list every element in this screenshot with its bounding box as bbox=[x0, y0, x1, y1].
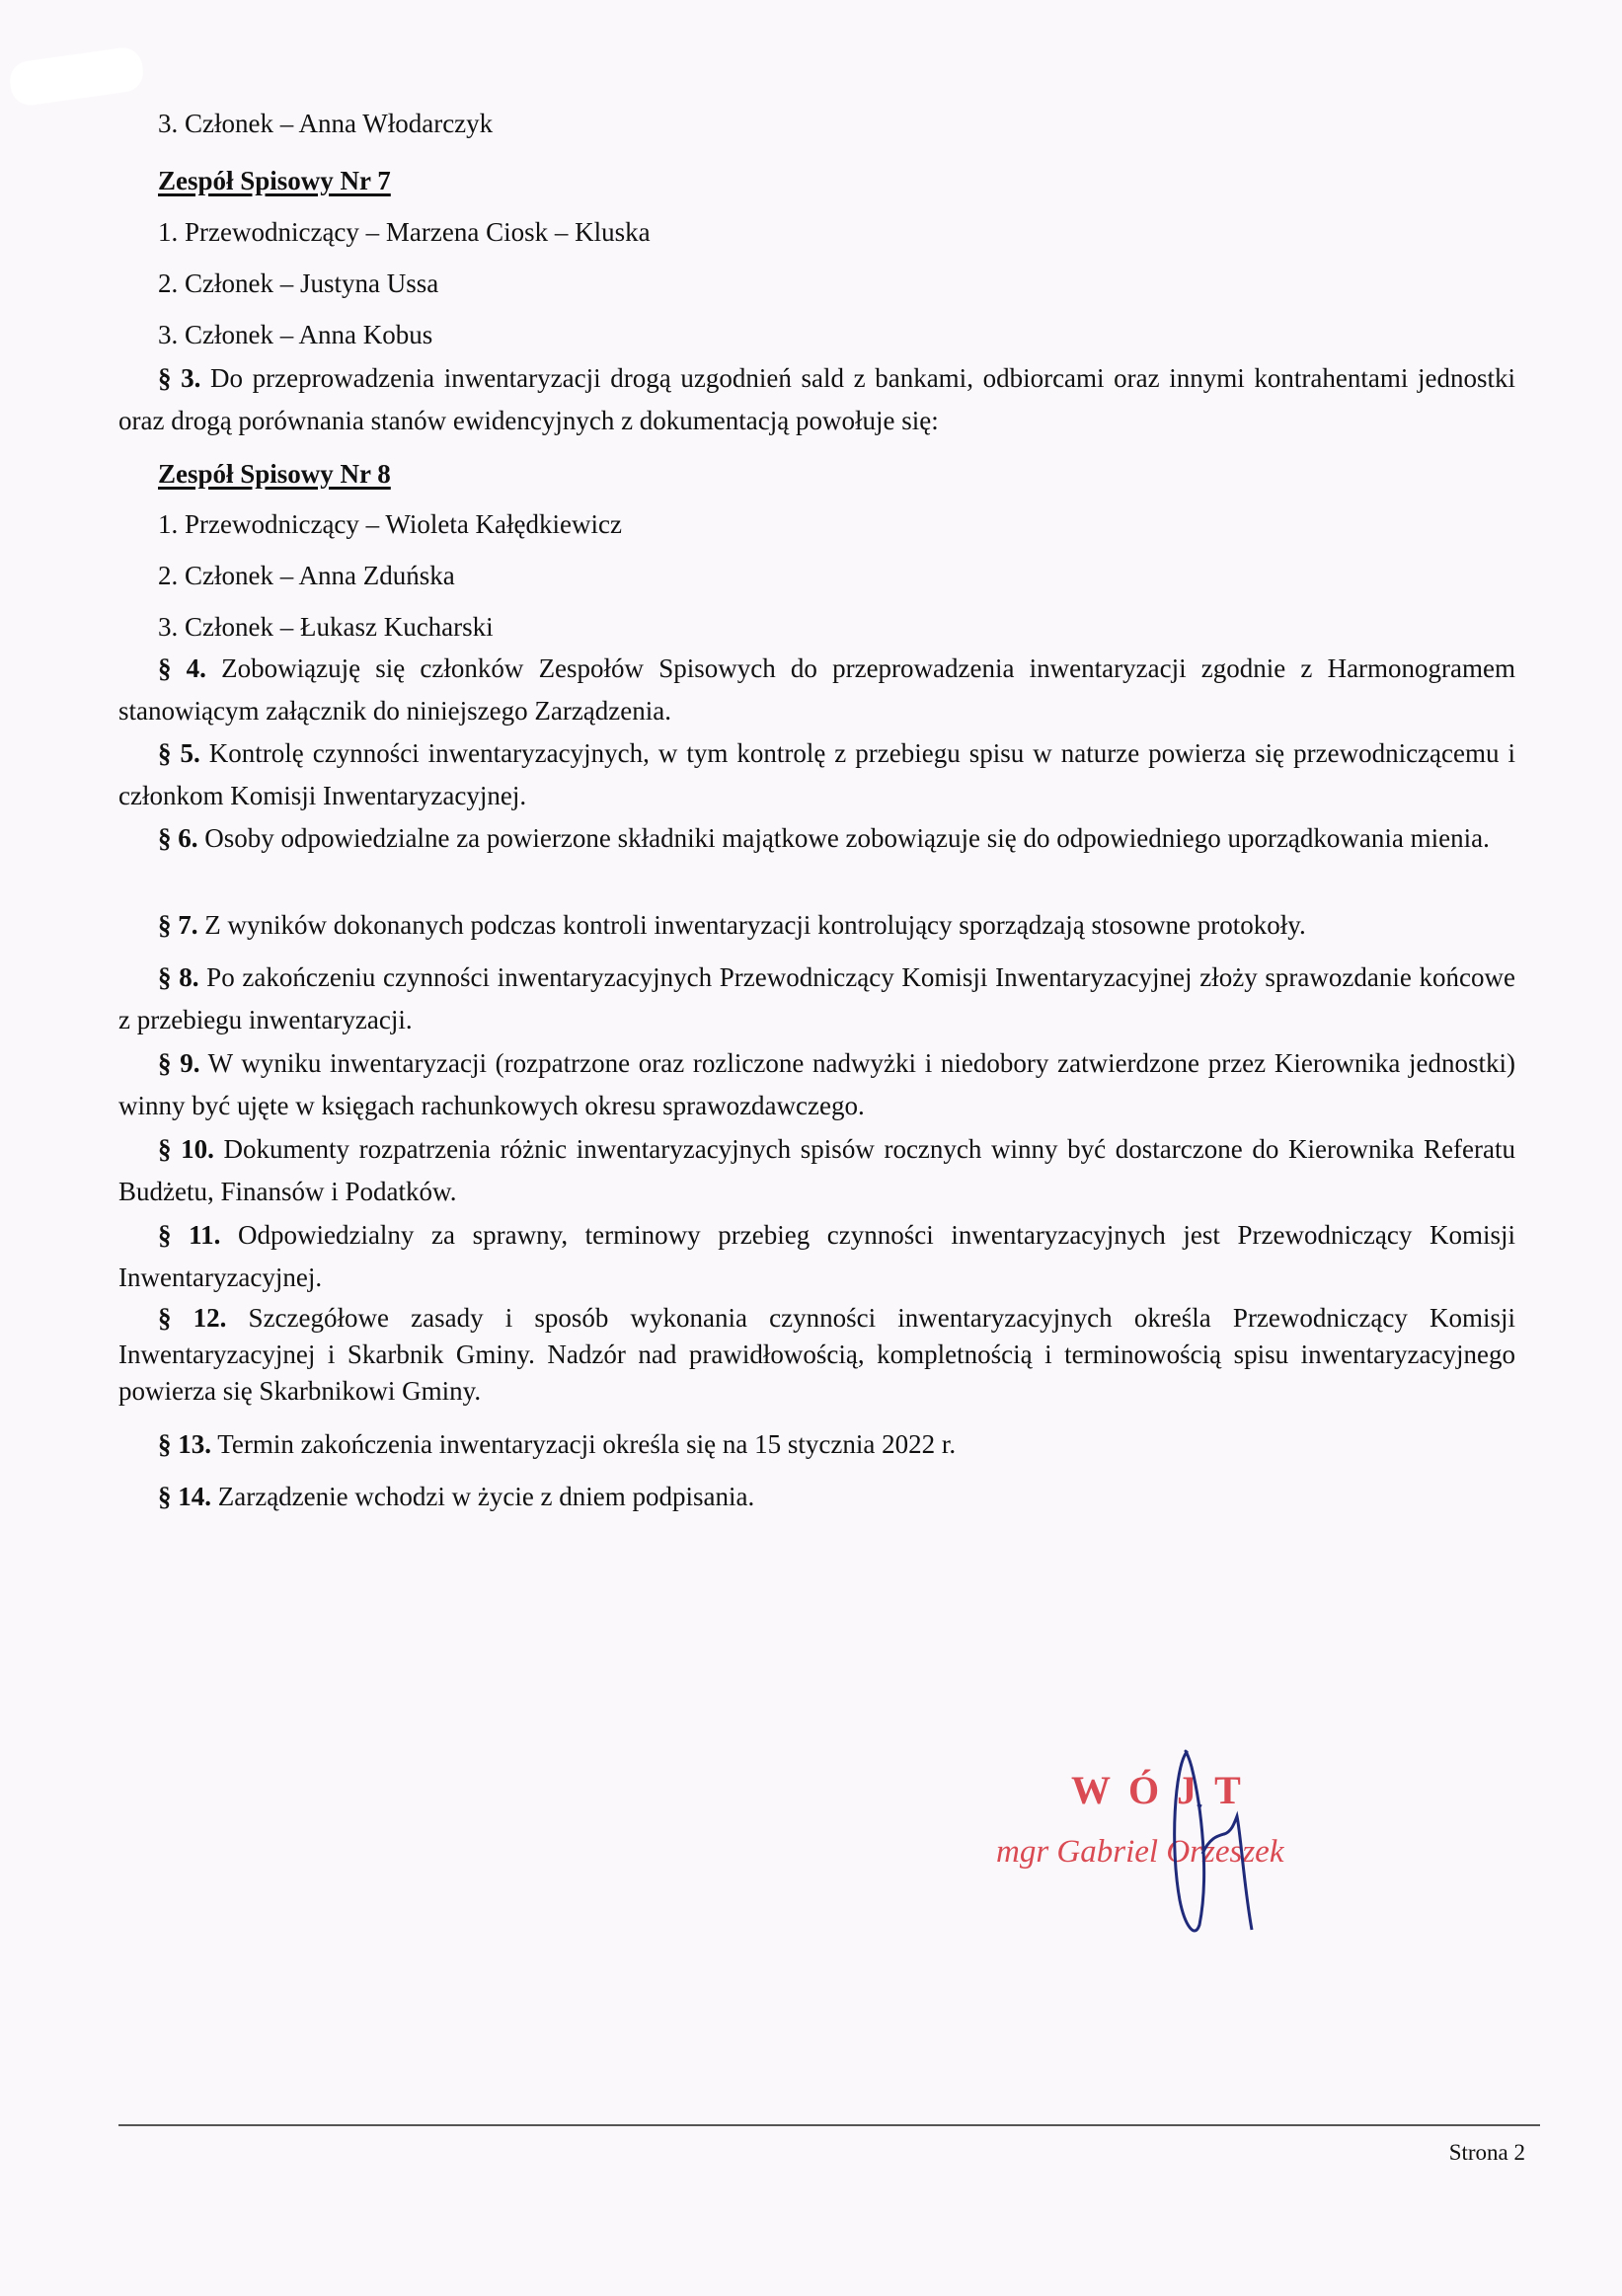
handwritten-signature-icon bbox=[972, 1727, 1367, 1945]
stamp-title: WÓJT bbox=[1071, 1768, 1259, 1812]
section-number: § 13. bbox=[158, 1429, 211, 1459]
team8-heading: Zespół Spisowy Nr 8 bbox=[158, 459, 391, 489]
section-text: Szczegółowe zasady i sposób wykonania czynności inwentaryzacyjnych określa Przewodniczący Komisji Inwentaryzacyjnej i Skarbnik Gminy. Nadzór nad prawidłowością, kompletnością i terminowością spisu inwentaryzacyjnego powierza się Skarbnikowi Gminy. bbox=[118, 1303, 1515, 1406]
section-text: Odpowiedzialny za sprawny, terminowy przebieg czynności inwentaryzacyjnych jest Przewodniczący Komisji Inwentaryzacyjnej. bbox=[118, 1220, 1515, 1292]
section-text: Termin zakończenia inwentaryzacji określa się na 15 stycznia 2022 r. bbox=[211, 1429, 957, 1459]
page-number: Strona 2 bbox=[1448, 2140, 1525, 2165]
section-number: § 4. bbox=[158, 653, 206, 683]
section-3 bbox=[118, 357, 1515, 442]
section-text: Po zakończeniu czynności inwentaryzacyjnych Przewodniczący Komisji Inwentaryzacyjnej złoży sprawozdanie końcowe z przebiegu inwentaryzacji. bbox=[118, 962, 1516, 1034]
list-item: 2. Członek – Anna Zduńska bbox=[158, 561, 455, 590]
section-number: § 5. bbox=[158, 738, 200, 768]
list-item: 3. Członek – Łukasz Kucharski bbox=[158, 612, 494, 642]
section-text: Zobowiązuję się członków Zespołów Spisowych do przeprowadzenia inwentaryzacji zgodnie z Harmonogramem stanowiącym załącznik do niniejszego Zarządzenia. bbox=[118, 653, 1516, 726]
section-13 bbox=[118, 1423, 1515, 1466]
section-number: § 14. bbox=[158, 1482, 211, 1511]
section-number: § 3. bbox=[158, 363, 201, 393]
section-text: Osoby odpowiedzialne za powierzone składniki majątkowe zobowiązuje się do odpowiedniego uporządkowania mienia. bbox=[197, 823, 1490, 853]
signature-stamp bbox=[972, 1727, 1367, 1925]
section-8 bbox=[118, 957, 1515, 1041]
list-item: 1. Przewodniczący – Marzena Ciosk – Kluska bbox=[158, 217, 651, 247]
section-text: Zarządzenie wchodzi w życie z dniem podpisania. bbox=[211, 1482, 755, 1511]
footer-divider bbox=[118, 2124, 1540, 2126]
section-14 bbox=[118, 1476, 1515, 1518]
team7-heading: Zespół Spisowy Nr 7 bbox=[158, 166, 391, 195]
section-text: Kontrolę czynności inwentaryzacyjnych, w tym kontrolę z przebiegu spisu w naturze powierza się przewodniczącemu i członkom Komisji Inwentaryzacyjnej. bbox=[118, 738, 1515, 810]
list-item: 1. Przewodniczący – Wioleta Kałędkiewicz bbox=[158, 509, 622, 539]
scan-artifact bbox=[8, 45, 146, 108]
list-item: 3. Członek – Anna Włodarczyk bbox=[158, 109, 494, 138]
section-4 bbox=[118, 648, 1515, 732]
section-5 bbox=[118, 732, 1515, 817]
section-number: § 12. bbox=[158, 1303, 227, 1333]
list-item: 3. Członek – Anna Kobus bbox=[158, 320, 433, 349]
section-7 bbox=[118, 904, 1515, 947]
section-number: § 6. bbox=[158, 823, 198, 853]
stamp-name: mgr Gabriel Orzeszek bbox=[996, 1834, 1284, 1870]
section-number: § 7. bbox=[158, 910, 198, 940]
section-text: W wyniku inwentaryzacji (rozpatrzone oraz rozliczone nadwyżki i niedobory zatwierdzone przez Kierownika jednostki) winny być ujęte w księgach rachunkowych okresu sprawozdawczego. bbox=[118, 1048, 1515, 1120]
section-11 bbox=[118, 1214, 1515, 1299]
section-text: Dokumenty rozpatrzenia różnic inwentaryzacyjnych spisów rocznych winny być dostarczone do Kierownika Referatu Budżetu, Finansów i Podatków. bbox=[118, 1134, 1516, 1206]
section-9 bbox=[118, 1042, 1515, 1127]
list-item: 2. Członek – Justyna Ussa bbox=[158, 268, 439, 298]
section-text: Do przeprowadzenia inwentaryzacji drogą uzgodnień sald z bankami, odbiorcami oraz innymi kontrahentami jednostki oraz drogą porównania stanów ewidencyjnych z dokumentacją powołuje się: bbox=[118, 363, 1516, 435]
section-number: § 11. bbox=[158, 1220, 221, 1250]
section-number: § 9. bbox=[158, 1048, 200, 1078]
section-number: § 8. bbox=[158, 962, 199, 992]
section-number: § 10. bbox=[158, 1134, 214, 1164]
section-12 bbox=[118, 1300, 1515, 1410]
section-text: Z wyników dokonanych podczas kontroli inwentaryzacji kontrolujący sporządzają stosowne protokoły. bbox=[197, 910, 1306, 940]
section-10 bbox=[118, 1128, 1515, 1213]
section-6 bbox=[118, 817, 1515, 860]
